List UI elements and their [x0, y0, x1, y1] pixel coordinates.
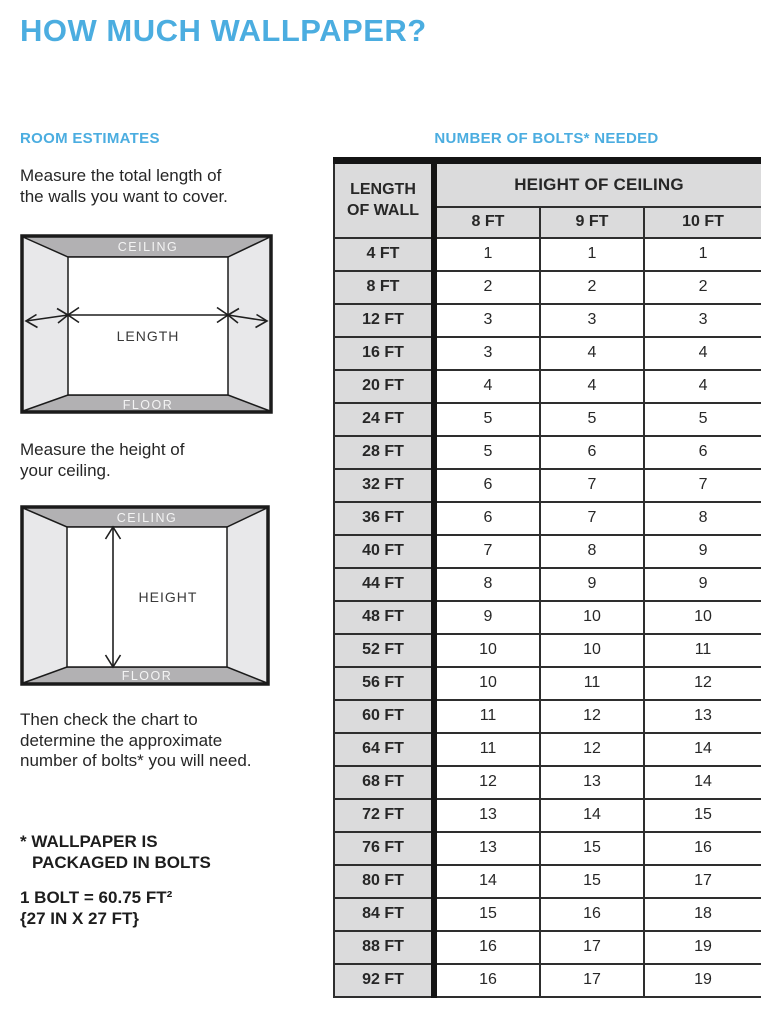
bolts-10ft-cell: 19 — [644, 931, 761, 964]
table-row — [334, 370, 761, 403]
bolts-10ft-cell: 16 — [644, 832, 761, 865]
bolts-9ft-cell: 6 — [540, 436, 644, 469]
bolts-10ft-cell: 6 — [644, 436, 761, 469]
bolts-8ft-cell: 5 — [434, 436, 540, 469]
bolt-size-line1: 1 BOLT = 60.75 FT² — [20, 888, 173, 907]
bolts-9ft-cell: 16 — [540, 898, 644, 931]
ceiling-label: CEILING — [117, 240, 179, 254]
floor-label: FLOOR — [122, 398, 174, 412]
bolts-10ft-cell: 8 — [644, 502, 761, 535]
table-row — [334, 931, 761, 964]
bolts-9ft-cell: 9 — [540, 568, 644, 601]
bolts-9ft-cell: 2 — [540, 271, 644, 304]
wall-length-cell: 72 FT — [334, 799, 434, 832]
bolts-10ft-cell: 17 — [644, 865, 761, 898]
col-header-8ft: 8 FT — [434, 207, 540, 238]
wall-length-cell: 56 FT — [334, 667, 434, 700]
wall-length-cell: 8 FT — [334, 271, 434, 304]
bolts-8ft-cell: 12 — [434, 766, 540, 799]
room-length-diagram — [20, 234, 273, 414]
table-row — [334, 403, 761, 436]
wall-length-cell: 4 FT — [334, 238, 434, 271]
ceiling-label: CEILING — [116, 511, 178, 525]
room-height-diagram — [20, 505, 270, 686]
wall-length-cell: 32 FT — [334, 469, 434, 502]
wall-length-cell: 52 FT — [334, 634, 434, 667]
table-row — [334, 634, 761, 667]
bolt-size-note — [20, 887, 172, 929]
bolts-10ft-cell: 4 — [644, 370, 761, 403]
bolts-8ft-cell: 8 — [434, 568, 540, 601]
table-row — [334, 898, 761, 931]
wall-length-cell: 28 FT — [334, 436, 434, 469]
bolts-10ft-cell: 1 — [644, 238, 761, 271]
wall-length-cell: 84 FT — [334, 898, 434, 931]
bolts-8ft-cell: 16 — [434, 964, 540, 997]
table-row — [334, 337, 761, 370]
room-estimates-heading: ROOM ESTIMATES — [20, 130, 160, 147]
wall-length-cell: 68 FT — [334, 766, 434, 799]
bolts-9ft-cell: 14 — [540, 799, 644, 832]
bolts-8ft-cell: 4 — [434, 370, 540, 403]
wallpaper-bolts-footnote — [20, 831, 211, 873]
wall-length-cell: 48 FT — [334, 601, 434, 634]
step2-line2: your ceiling. — [20, 460, 111, 480]
table-row — [334, 601, 761, 634]
bolts-10ft-cell: 9 — [644, 568, 761, 601]
table-row — [334, 238, 761, 271]
table-row — [334, 568, 761, 601]
step1-line2: the walls you want to cover. — [20, 186, 228, 206]
wall-length-cell: 88 FT — [334, 931, 434, 964]
bolts-9ft-cell: 13 — [540, 766, 644, 799]
bolt-size-line2: {27 IN X 27 FT} — [20, 909, 140, 928]
bolts-9ft-cell: 10 — [540, 634, 644, 667]
bolts-8ft-cell: 7 — [434, 535, 540, 568]
table-row — [334, 271, 761, 304]
step1-line1: Measure the total length of — [20, 166, 222, 185]
bolts-10ft-cell: 12 — [644, 667, 761, 700]
bolts-8ft-cell: 10 — [434, 667, 540, 700]
bolts-8ft-cell: 13 — [434, 799, 540, 832]
step3-line3: number of bolts* you will need. — [20, 751, 252, 770]
bolts-9ft-cell: 7 — [540, 502, 644, 535]
bolts-8ft-cell: 15 — [434, 898, 540, 931]
bolts-8ft-cell: 14 — [434, 865, 540, 898]
wall-length-cell: 92 FT — [334, 964, 434, 997]
wall-length-cell: 40 FT — [334, 535, 434, 568]
footnote-line2: PACKAGED IN BOLTS — [32, 853, 211, 872]
bolts-8ft-cell: 3 — [434, 304, 540, 337]
wall-length-cell: 12 FT — [334, 304, 434, 337]
bolts-table-container — [333, 157, 761, 998]
bolt-table-body — [334, 238, 761, 997]
height-of-ceiling-header: HEIGHT OF CEILING — [434, 161, 761, 207]
bolts-8ft-cell: 11 — [434, 700, 540, 733]
step2-instruction — [20, 440, 184, 481]
bolts-8ft-cell: 10 — [434, 634, 540, 667]
step3-line2: determine the approximate — [20, 730, 223, 750]
bolts-9ft-cell: 12 — [540, 700, 644, 733]
bolts-10ft-cell: 5 — [644, 403, 761, 436]
bolts-8ft-cell: 13 — [434, 832, 540, 865]
bolts-10ft-cell: 19 — [644, 964, 761, 997]
wall-length-cell: 76 FT — [334, 832, 434, 865]
bolts-9ft-cell: 1 — [540, 238, 644, 271]
bolts-9ft-cell: 17 — [540, 931, 644, 964]
table-row — [334, 964, 761, 997]
wall-length-cell: 24 FT — [334, 403, 434, 436]
bolts-8ft-cell: 16 — [434, 931, 540, 964]
step3-instruction — [20, 710, 252, 772]
table-row — [334, 865, 761, 898]
bolts-10ft-cell: 2 — [644, 271, 761, 304]
bolts-9ft-cell: 15 — [540, 832, 644, 865]
bolts-9ft-cell: 12 — [540, 733, 644, 766]
bolts-8ft-cell: 11 — [434, 733, 540, 766]
col-header-9ft: 9 FT — [540, 207, 644, 238]
bolts-8ft-cell: 5 — [434, 403, 540, 436]
table-row — [334, 766, 761, 799]
wall-length-cell: 80 FT — [334, 865, 434, 898]
table-row — [334, 832, 761, 865]
height-label: HEIGHT — [138, 589, 198, 605]
wall-length-cell: 16 FT — [334, 337, 434, 370]
bolts-10ft-cell: 14 — [644, 733, 761, 766]
bolts-10ft-cell: 3 — [644, 304, 761, 337]
wall-length-cell: 44 FT — [334, 568, 434, 601]
col-header-10ft: 10 FT — [644, 207, 761, 238]
table-row — [334, 436, 761, 469]
wall-length-cell: 36 FT — [334, 502, 434, 535]
bolts-10ft-cell: 10 — [644, 601, 761, 634]
bolts-9ft-cell: 8 — [540, 535, 644, 568]
table-row — [334, 700, 761, 733]
step1-instruction — [20, 166, 228, 207]
bolts-10ft-cell: 18 — [644, 898, 761, 931]
bolts-8ft-cell: 9 — [434, 601, 540, 634]
floor-label: FLOOR — [121, 669, 173, 683]
length-label: LENGTH — [116, 328, 180, 344]
bolts-8ft-cell: 3 — [434, 337, 540, 370]
bolts-10ft-cell: 11 — [644, 634, 761, 667]
bolts-10ft-cell: 4 — [644, 337, 761, 370]
bolts-needed-heading: NUMBER OF BOLTS* NEEDED — [434, 130, 659, 147]
table-row — [334, 502, 761, 535]
bolts-9ft-cell: 7 — [540, 469, 644, 502]
bolts-9ft-cell: 4 — [540, 337, 644, 370]
bolts-10ft-cell: 15 — [644, 799, 761, 832]
room-back-wall — [68, 257, 228, 395]
bolts-10ft-cell: 14 — [644, 766, 761, 799]
table-row — [334, 799, 761, 832]
table-row — [334, 469, 761, 502]
table-row — [334, 733, 761, 766]
bolts-8ft-cell: 1 — [434, 238, 540, 271]
bolts-10ft-cell: 13 — [644, 700, 761, 733]
bolts-9ft-cell: 15 — [540, 865, 644, 898]
footnote-line1: * WALLPAPER IS — [20, 832, 158, 851]
wall-length-cell: 20 FT — [334, 370, 434, 403]
bolts-9ft-cell: 10 — [540, 601, 644, 634]
bolts-9ft-cell: 3 — [540, 304, 644, 337]
wall-length-cell: 64 FT — [334, 733, 434, 766]
bolts-9ft-cell: 4 — [540, 370, 644, 403]
wall-length-cell: 60 FT — [334, 700, 434, 733]
bolts-8ft-cell: 2 — [434, 271, 540, 304]
bolts-9ft-cell: 17 — [540, 964, 644, 997]
length-of-wall-header: LENGTH OF WALL — [334, 161, 434, 238]
bolts-table — [333, 157, 761, 998]
table-row — [334, 304, 761, 337]
table-row — [334, 667, 761, 700]
bolts-8ft-cell: 6 — [434, 469, 540, 502]
bolts-10ft-cell: 9 — [644, 535, 761, 568]
bolts-10ft-cell: 7 — [644, 469, 761, 502]
bolts-9ft-cell: 5 — [540, 403, 644, 436]
table-row — [334, 535, 761, 568]
step3-line1: Then check the chart to — [20, 710, 198, 729]
bolts-9ft-cell: 11 — [540, 667, 644, 700]
step2-line1: Measure the height of — [20, 440, 185, 459]
bolts-8ft-cell: 6 — [434, 502, 540, 535]
page-title: HOW MUCH WALLPAPER? — [20, 13, 427, 48]
